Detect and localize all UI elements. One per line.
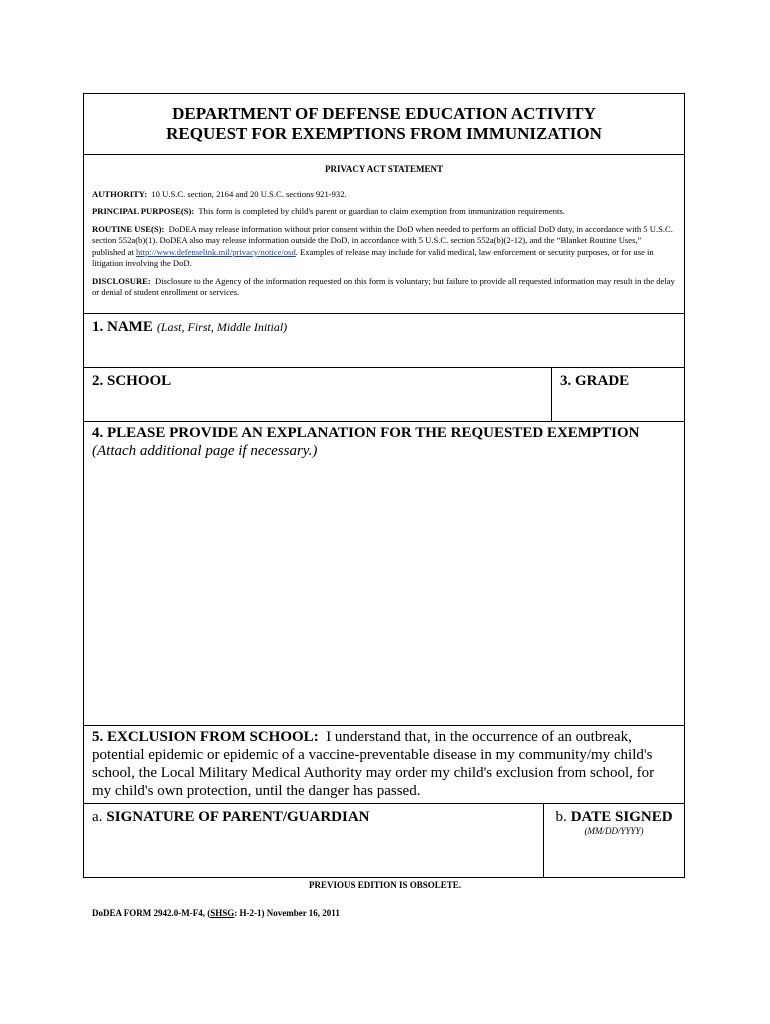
- routine-text-b: . Examples of release may include for valid medical, law enforcement or security purposes, or for use in litigation involving the DoD.: [92, 246, 654, 268]
- signature-label: SIGNATURE OF PARENT/GUARDIAN: [106, 809, 370, 825]
- form-shsg: SHSG: [210, 908, 235, 918]
- disclosure-paragraph: [92, 276, 676, 299]
- purpose-label: PRINCIPAL PURPOSE(S):: [92, 206, 195, 216]
- privacy-act-statement: [84, 154, 684, 314]
- form-rest: : H-2-1) November 16, 2011: [234, 908, 340, 918]
- date-hint: (MM/DD/YYYY): [584, 826, 644, 836]
- school-label: 2. SCHOOL: [92, 373, 172, 389]
- authority-label: AUTHORITY:: [92, 188, 148, 199]
- form-title: [84, 94, 684, 155]
- privacy-notice-link[interactable]: http://www.defenselink.mil/privacy/notice/osd: [135, 246, 296, 257]
- title-line-2: REQUEST FOR EXEMPTIONS FROM IMMUNIZATION: [166, 124, 602, 143]
- disclosure-text: Disclosure to the Agency of the information requested on this form is voluntary; but failure to provide all requested information may result in the delay or denial of student enrollment or services.: [92, 275, 675, 297]
- exclusion-statement: [84, 726, 684, 800]
- exclusion-text: I understand that, in the occurrence of an outbreak, potential epidemic or epidemic of a vaccine-preventable disease in my community/my child's school, the Local Military Medical Authority may order my child's exclusion from school, for my child's own protection, until the danger has passed.: [92, 729, 655, 799]
- school-grade-row: [84, 368, 684, 422]
- privacy-header: PRIVACY ACT STATEMENT: [324, 164, 444, 174]
- explanation-field[interactable]: [84, 422, 684, 726]
- disclosure-label: DISCLOSURE:: [92, 275, 151, 286]
- signature-prefix: a.: [92, 809, 103, 825]
- date-label: DATE SIGNED: [570, 809, 673, 825]
- school-field[interactable]: [84, 368, 551, 421]
- signature-date-row: [84, 804, 684, 878]
- grade-field[interactable]: [552, 368, 684, 421]
- signature-label-row: [84, 804, 543, 826]
- grade-label: 3. GRADE: [560, 373, 630, 389]
- explanation-hint: (Attach additional page if necessary.): [92, 443, 318, 459]
- purpose-paragraph: [92, 206, 676, 218]
- signature-field[interactable]: [84, 804, 543, 878]
- name-label-row: [84, 314, 684, 336]
- explanation-label: 4. PLEASE PROVIDE AN EXPLANATION FOR THE REQUESTED EXEMPTION: [92, 425, 640, 441]
- date-field[interactable]: [544, 804, 684, 878]
- title-line-1: DEPARTMENT OF DEFENSE EDUCATION ACTIVITY: [172, 104, 596, 123]
- name-hint: (Last, First, Middle Initial): [156, 320, 288, 334]
- authority-text: 10 U.S.C. section, 2164 and 20 U.S.C. sections 921-932.: [151, 188, 347, 199]
- obsolete-notice: PREVIOUS EDITION IS OBSOLETE.: [308, 880, 462, 890]
- routine-text-a: DoDEA may release information without prior consent within the DoD when needed to perform an official DoD duty, in accordance with 5 U.S.C. section 552a(b)(1). DoDEA also may release information outside the DoD, in accordance with 5 U.S.C. section 552a(b)(2-12), and the “Blanket Routine Uses,” published at: [92, 223, 673, 257]
- exemption-form: [83, 93, 685, 878]
- date-label-row: [544, 804, 684, 826]
- routine-label: ROUTINE USE(S):: [92, 223, 165, 234]
- form-identifier: [92, 908, 340, 918]
- routine-use-paragraph: [92, 224, 676, 270]
- exclusion-section: [84, 726, 684, 804]
- name-field[interactable]: [84, 314, 684, 368]
- purpose-text: This form is completed by child's parent or guardian to claim exemption from immunization requirements.: [198, 206, 565, 216]
- explanation-label-block: [84, 422, 684, 460]
- form-id: DoDEA FORM 2942.0-M-F4, (: [92, 908, 211, 918]
- date-prefix: b.: [555, 809, 567, 825]
- name-label: 1. NAME: [92, 319, 153, 335]
- authority-paragraph: [92, 189, 676, 201]
- exclusion-label: 5. EXCLUSION FROM SCHOOL:: [92, 729, 319, 745]
